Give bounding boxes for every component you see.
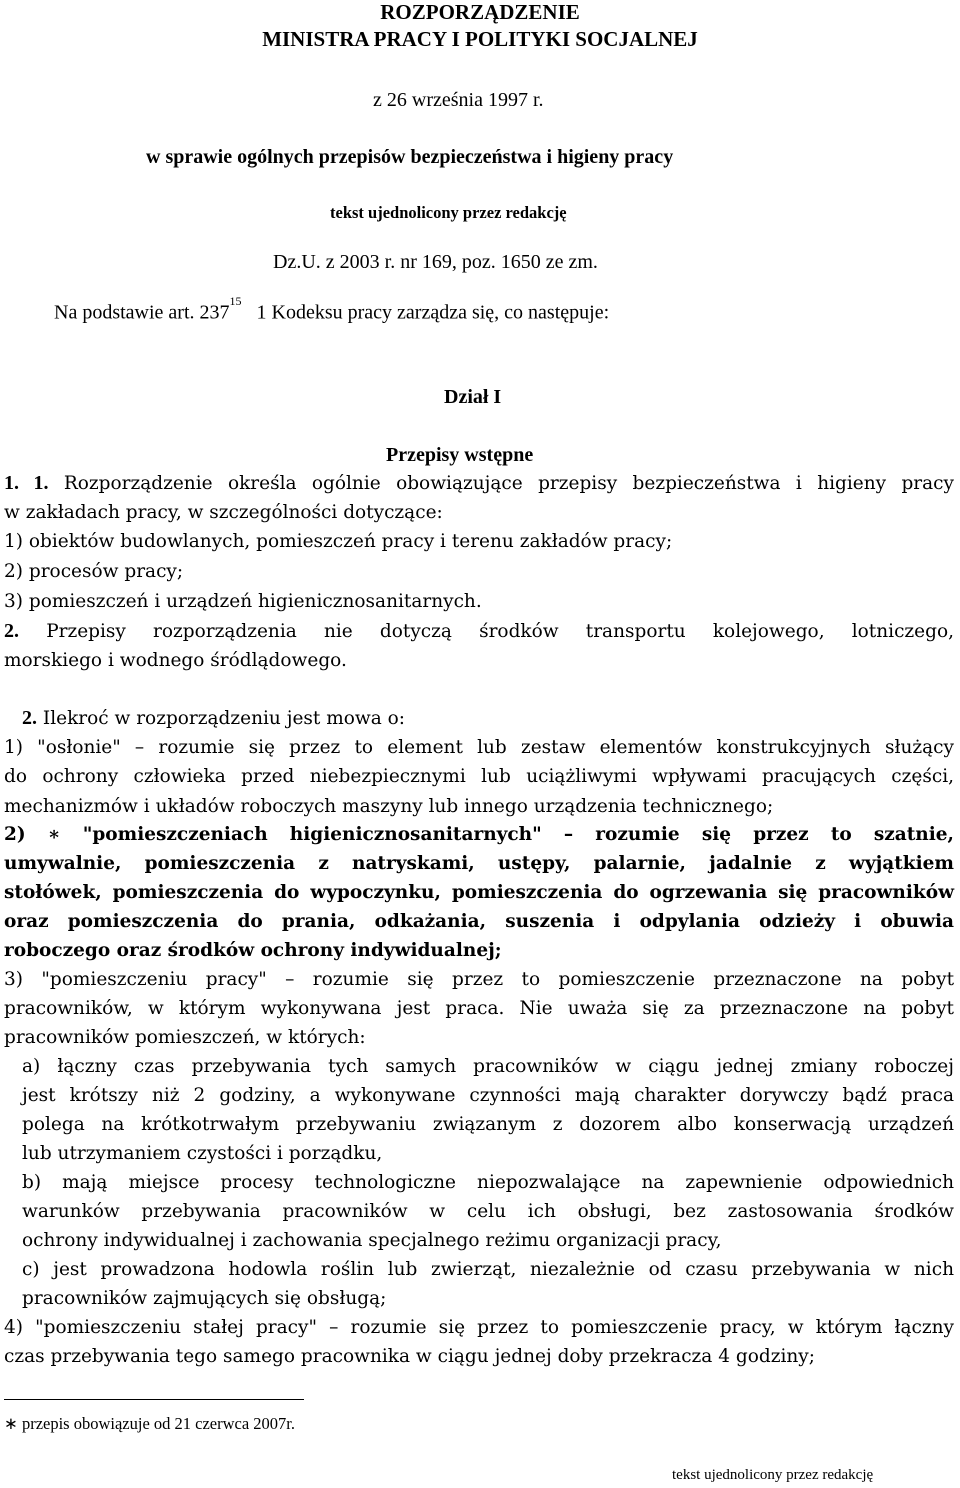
def1-line3: mechanizmów i układów roboczych maszyny lub innego urządzenia technicznego; bbox=[4, 796, 774, 817]
def3-c-line2: pracowników zajmujących się obsługą; bbox=[22, 1288, 387, 1309]
def2-line5: roboczego oraz środków ochrony indywidualnej; bbox=[4, 940, 502, 961]
def2-line1 bbox=[4, 824, 954, 845]
def3-b-line1: b) mają miejsce procesy technologiczne niepozwalające na zapewnienie odpowiednich bbox=[22, 1172, 954, 1193]
par2-intro: Ilekroć w rozporządzeniu jest mowa o: bbox=[42, 708, 405, 729]
document-title: ROZPORZĄDZENIE bbox=[380, 0, 580, 24]
def2-line4: oraz pomieszczenia do prania, odkażania, suszenia i odpylania odzieży i obuwia bbox=[4, 911, 954, 932]
par1-sub2-line2: morskiego i wodnego śródlądowego. bbox=[4, 650, 347, 671]
journal-reference: Dz.U. z 2003 r. nr 169, poz. 1650 ze zm. bbox=[273, 251, 598, 273]
legal-basis bbox=[54, 294, 610, 325]
par1-sub2-number: 2. bbox=[4, 620, 19, 642]
par1-line2: w zakładach pracy, w szczególności dotyczące: bbox=[4, 502, 443, 523]
legal-basis-sup: 15 bbox=[229, 294, 242, 308]
document-date: z 26 września 1997 r. bbox=[373, 89, 544, 111]
par2-number: 2. bbox=[22, 707, 37, 729]
def2-line3: stołówek, pomieszczenia do wypoczynku, pomieszczenia do ogrzewania się pracowników bbox=[4, 882, 954, 903]
def2-text: "pomieszczeniach higienicznosanitarnych" – rozumie się przez to szatnie, bbox=[82, 824, 954, 845]
def4-line2: czas przebywania tego samego pracownika w ciągu jednej doby przekracza 4 godziny; bbox=[4, 1346, 815, 1367]
par1-item1: 1) obiektów budowlanych, pomieszczeń pracy i terenu zakładów pracy; bbox=[4, 531, 673, 552]
par1-number: 1. 1. bbox=[4, 472, 49, 494]
def3-b-line3: ochrony indywidualnej i zachowania specjalnego reżimu organizacji pracy, bbox=[22, 1230, 722, 1251]
par1-sub2-line1 bbox=[4, 620, 954, 643]
def3-line1: 3) "pomieszczeniu pracy" – rozumie się przez to pomieszczenie przeznaczone na pobyt bbox=[4, 969, 954, 990]
def3-b-line2: warunków przebywania pracowników w celu ich obsługi, bez zastosowania środków bbox=[22, 1201, 954, 1222]
par2-intro-line bbox=[22, 707, 405, 730]
def4-line1: 4) "pomieszczeniu stałej pracy" – rozumie się przez to pomieszczenie pracy, w którym łączny bbox=[4, 1317, 954, 1338]
legal-basis-pre: Na podstawie art. 237 bbox=[54, 301, 230, 324]
consolidated-note: tekst ujednolicony przez redakcję bbox=[330, 203, 567, 222]
def3-line2: pracowników, w którym wykonywana jest praca. Nie uważa się za przeznaczone na pobyt bbox=[4, 998, 954, 1019]
page-footer: tekst ujednolicony przez redakcję bbox=[672, 1467, 874, 1483]
legal-basis-post: 1 Kodeksu pracy zarządza się, co następuje: bbox=[256, 301, 610, 324]
par1-line1 bbox=[4, 472, 954, 495]
par1-text: Rozporządzenie określa ogólnie obowiązujące przepisy bezpieczeństwa i higieny pracy bbox=[63, 473, 954, 494]
footnote bbox=[4, 1414, 295, 1434]
def3-c-line1: c) jest prowadzona hodowla roślin lub zwierząt, niezależnie od czasu przebywania w nich bbox=[22, 1259, 954, 1280]
def2-line2: umywalnie, pomieszczenia z natryskami, ustępy, palarnie, jadalnie z wyjątkiem bbox=[4, 853, 954, 874]
def3-a-line3: polega na krótkotrwałym przebywaniu związanym z dozorem albo konserwacją urządzeń bbox=[22, 1114, 954, 1135]
document-topic: w sprawie ogólnych przepisów bezpieczeństwa i higieny pracy bbox=[146, 146, 674, 168]
par1-sub2-text: Przepisy rozporządzenia nie dotyczą środków transportu kolejowego, lotniczego, bbox=[46, 621, 954, 642]
document-issuer: MINISTRA PRACY I POLITYKI SOCJALNEJ bbox=[262, 27, 698, 51]
def3-a-line1: a) łączny czas przebywania tych samych pracowników w ciągu jednej zmiany roboczej bbox=[22, 1056, 954, 1077]
def3-a-line4: lub utrzymaniem czystości i porządku, bbox=[22, 1143, 383, 1164]
footnote-text: przepis obowiązuje od 21 czerwca 2007r. bbox=[21, 1414, 296, 1433]
section-title: Dział I bbox=[444, 386, 502, 408]
def2-marker: 2) ∗ bbox=[4, 824, 61, 845]
def3-line3: pracowników pomieszczeń, w których: bbox=[4, 1027, 366, 1048]
section-sign-icon bbox=[247, 302, 252, 324]
footnote-marker: ∗ bbox=[4, 1414, 18, 1433]
section-subtitle: Przepisy wstępne bbox=[386, 444, 534, 466]
def1-line1: 1) "osłonie" – rozumie się przez to element lub zestaw elementów konstrukcyjnych służący bbox=[4, 737, 954, 758]
footnote-divider bbox=[4, 1399, 304, 1400]
par1-item3: 3) pomieszczeń i urządzeń higienicznosanitarnych. bbox=[4, 591, 482, 612]
def3-a-line2: jest krótszy niż 2 godziny, a wykonywane czynności mają charakter dorywczy bądź praca bbox=[22, 1085, 954, 1106]
par1-item2: 2) procesów pracy; bbox=[4, 561, 184, 582]
def1-line2: do ochrony człowieka przed niebezpiecznymi lub uciążliwymi wpływami pracujących części, bbox=[4, 766, 954, 787]
